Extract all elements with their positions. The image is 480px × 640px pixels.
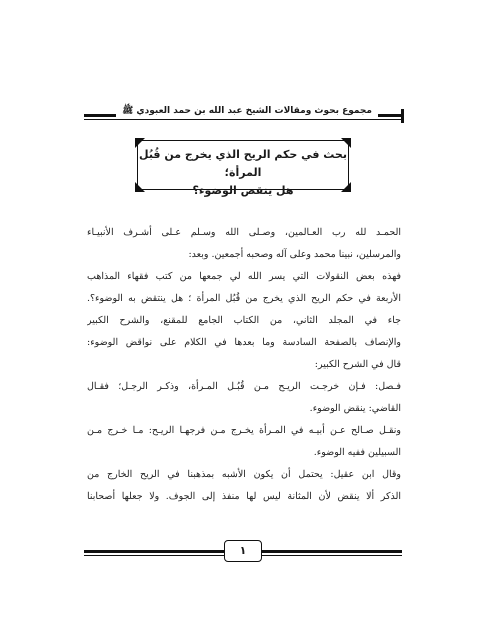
body-line: الأربعة في حكم الريح الذي يخرج من قُبُل المرأة ؛ هل ينتقض به الوضوء؟. (87, 293, 401, 304)
body-line: جاء في المجلد الثاني، من الكتاب الجامع للمقنع، والشرح الكبير (87, 315, 401, 326)
article-title-box (137, 140, 349, 197)
body-line: والمرسلين، نبينا محمد وعلى آله وصحبه أجمعين. وبعد: (188, 249, 401, 260)
body-line: والإنصاف بالصفحة السادسة وما بعدها في الكلام على نواقض الوضوء: (87, 337, 401, 348)
body-line: ونقـل صـالح عـن أبيـه في المـرأة يخـرج مـن فرجهـا الريـح: مـا خـرج مـن (87, 425, 401, 436)
body-line: الحمـد لله رب العـالمين، وصـلى الله وسـلم عـلى أشـرف الأنبيـاء (87, 227, 401, 238)
body-line: فـصل: فـإن خرجـت الريـح مـن قُبُـل المـرأة، وذكـر الرجـل؛ فقـال (87, 381, 401, 392)
body-line: وقال ابن عقيل: يحتمل أن يكون الأشبه بمذهبنا في الريح الخارج من (87, 469, 401, 480)
article-title-line-1: بحث في حكم الريح الذي يخرج من قُبُل المرأة؛ (139, 148, 347, 179)
running-header (84, 103, 402, 123)
body-line: الذكر ألا ينقض لأن المثانة ليس لها منفذ إلى الجوف. ولا جعلها أصحابنا (87, 491, 401, 502)
header-title: مجموع بحوث ومقالات الشيخ عبد الله بن حمد العبودي ﷺ (116, 103, 378, 119)
body-line: القاضي: ينقض الوضوء. (309, 403, 401, 414)
page-number: ١ (224, 540, 262, 562)
body-line: فهذه بعض النقولات التي يسر الله لي جمعها من كتب فقهاء المذاهب (87, 271, 401, 282)
body-text (87, 222, 401, 508)
header-endcap (393, 109, 404, 123)
body-line: السبيلين ففيه الوضوء. (313, 447, 401, 458)
page-footer (84, 538, 402, 568)
article-title-line-2: هل ينقض الوضوء؟ (192, 184, 294, 197)
header-rule-thin (84, 119, 402, 120)
body-line: قال في الشرح الكبير: (314, 359, 401, 370)
